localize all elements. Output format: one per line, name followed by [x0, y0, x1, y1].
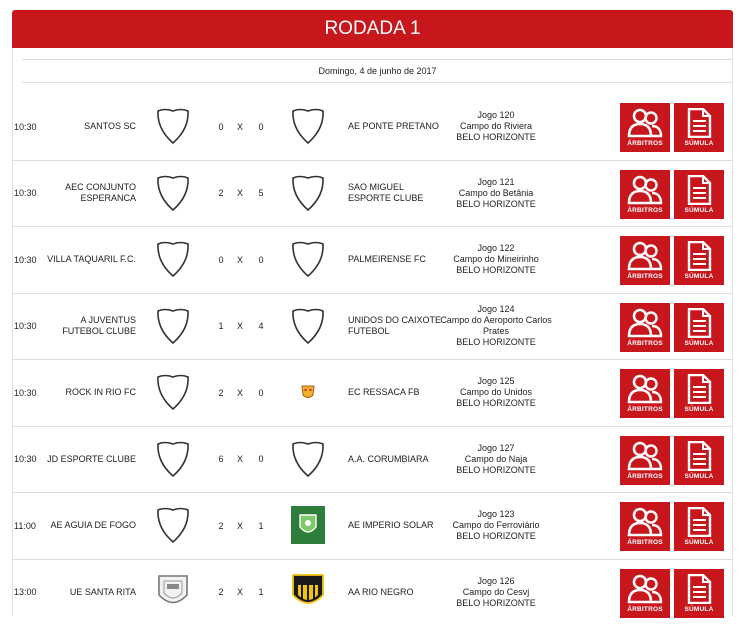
arbitros-button[interactable]	[620, 569, 670, 618]
game-number: Jogo 121	[477, 177, 514, 188]
sumula-label: SÚMULA	[684, 473, 713, 480]
venue: Campo do Aeroporto Carlos Prates	[438, 315, 554, 337]
match-row	[12, 427, 733, 494]
referees-icon	[626, 507, 664, 537]
home-team: JD ESPORTE CLUBE	[40, 427, 136, 493]
game-number: Jogo 125	[477, 376, 514, 387]
sumula-button[interactable]	[674, 369, 724, 418]
away-team: UNIDOS DO CAIXOTE FUTEBOL	[348, 294, 448, 360]
away-team: SAO MIGUEL ESPORTE CLUBE	[348, 161, 448, 227]
match-row	[12, 161, 733, 228]
away-goals: 1	[254, 560, 268, 625]
small-mascot-icon	[291, 373, 325, 411]
score-separator: X	[233, 161, 247, 227]
match-time: 11:00	[14, 493, 36, 559]
match-time: 10:30	[14, 360, 37, 426]
document-icon	[686, 308, 712, 338]
sumula-label: SÚMULA	[684, 606, 713, 613]
match-time: 10:30	[14, 294, 37, 360]
venue: Campo do Betânia	[459, 188, 534, 199]
city: BELO HORIZONTE	[456, 531, 536, 542]
home-goals: 2	[214, 161, 228, 227]
away-goals: 0	[254, 227, 268, 293]
sumula-button[interactable]	[674, 303, 724, 352]
match-info	[438, 427, 554, 493]
arbitros-button[interactable]	[620, 369, 670, 418]
away-team: A.A. CORUMBIARA	[348, 427, 448, 493]
match-row	[12, 560, 733, 625]
document-icon	[686, 241, 712, 271]
shield-outline-icon	[291, 440, 325, 478]
away-goals: 0	[254, 360, 268, 426]
match-info	[438, 227, 554, 293]
shield-outline-icon	[291, 307, 325, 345]
home-goals: 2	[214, 493, 228, 559]
referees-icon	[626, 308, 664, 338]
score-separator: X	[233, 427, 247, 493]
home-team: UE SANTA RITA	[40, 560, 136, 625]
arbitros-label: ÁRBITROS	[627, 340, 663, 347]
shield-outline-icon	[156, 240, 190, 278]
document-icon	[686, 507, 712, 537]
green-shield-icon	[291, 506, 325, 544]
referees-icon	[626, 574, 664, 604]
away-goals: 0	[254, 427, 268, 493]
home-team: SANTOS SC	[40, 94, 136, 160]
match-info	[438, 493, 554, 559]
home-goals: 0	[214, 94, 228, 160]
arbitros-label: ÁRBITROS	[627, 473, 663, 480]
game-number: Jogo 126	[477, 576, 514, 587]
referees-icon	[626, 441, 664, 471]
away-team: AA RIO NEGRO	[348, 560, 448, 625]
document-icon	[686, 574, 712, 604]
away-team: AE PONTE PRETANO	[348, 94, 448, 160]
sumula-label: SÚMULA	[684, 539, 713, 546]
shield-outline-icon	[156, 373, 190, 411]
sumula-button[interactable]	[674, 103, 724, 152]
venue: Campo do Unidos	[460, 387, 532, 398]
score-separator: X	[233, 294, 247, 360]
match-info	[438, 161, 554, 227]
away-team: EC RESSACA FB	[348, 360, 448, 426]
game-number: Jogo 122	[477, 243, 514, 254]
score-separator: X	[233, 560, 247, 625]
round-header	[12, 10, 733, 48]
sumula-label: SÚMULA	[684, 140, 713, 147]
sumula-button[interactable]	[674, 170, 724, 219]
shield-outline-icon	[156, 307, 190, 345]
document-icon	[686, 175, 712, 205]
shield-outline-icon	[156, 506, 190, 544]
score-separator: X	[233, 227, 247, 293]
black-yellow-shield-icon	[291, 573, 325, 611]
shield-outline-icon	[156, 174, 190, 212]
home-team: A JUVENTUS FUTEBOL CLUBE	[40, 294, 136, 360]
sumula-label: SÚMULA	[684, 207, 713, 214]
document-icon	[686, 374, 712, 404]
home-goals: 6	[214, 427, 228, 493]
game-number: Jogo 123	[477, 509, 514, 520]
city: BELO HORIZONTE	[456, 598, 536, 609]
city: BELO HORIZONTE	[456, 337, 536, 348]
city: BELO HORIZONTE	[456, 465, 536, 476]
city: BELO HORIZONTE	[456, 398, 536, 409]
away-team: PALMEIRENSE FC	[348, 227, 448, 293]
arbitros-label: ÁRBITROS	[627, 140, 663, 147]
home-team: AE AGUIA DE FOGO	[40, 493, 136, 559]
sumula-label: SÚMULA	[684, 273, 713, 280]
gray-shield-icon	[156, 573, 190, 611]
away-goals: 5	[254, 161, 268, 227]
match-row	[12, 94, 733, 161]
arbitros-button[interactable]	[620, 236, 670, 285]
document-icon	[686, 441, 712, 471]
match-info	[438, 294, 554, 360]
away-team: AE IMPERIO SOLAR	[348, 493, 448, 559]
arbitros-button[interactable]	[620, 303, 670, 352]
city: BELO HORIZONTE	[456, 265, 536, 276]
score-separator: X	[233, 493, 247, 559]
home-goals: 2	[214, 360, 228, 426]
home-team: ROCK IN RIO FC	[40, 360, 136, 426]
home-goals: 0	[214, 227, 228, 293]
shield-outline-icon	[156, 440, 190, 478]
away-goals: 0	[254, 94, 268, 160]
home-goals: 1	[214, 294, 228, 360]
match-info	[438, 360, 554, 426]
match-info	[438, 94, 554, 160]
arbitros-button[interactable]	[620, 436, 670, 485]
match-info	[438, 560, 554, 625]
referees-icon	[626, 175, 664, 205]
away-goals: 4	[254, 294, 268, 360]
referees-icon	[626, 241, 664, 271]
document-icon	[686, 108, 712, 138]
home-team: AEC CONJUNTO ESPERANCA	[40, 161, 136, 227]
shield-outline-icon	[291, 107, 325, 145]
game-number: Jogo 120	[477, 110, 514, 121]
shield-outline-icon	[291, 240, 325, 278]
match-time: 10:30	[14, 94, 37, 160]
match-row	[12, 360, 733, 427]
arbitros-button[interactable]	[620, 103, 670, 152]
city: BELO HORIZONTE	[456, 199, 536, 210]
away-goals: 1	[254, 493, 268, 559]
match-time: 10:30	[14, 227, 37, 293]
venue: Campo do Riviera	[460, 121, 532, 132]
home-goals: 2	[214, 560, 228, 625]
sumula-button[interactable]	[674, 436, 724, 485]
game-number: Jogo 127	[477, 443, 514, 454]
referees-icon	[626, 108, 664, 138]
match-time: 13:00	[14, 560, 37, 625]
referees-icon	[626, 374, 664, 404]
match-time: 10:30	[14, 427, 37, 493]
match-row	[12, 294, 733, 361]
arbitros-label: ÁRBITROS	[627, 606, 663, 613]
sumula-button[interactable]	[674, 569, 724, 618]
arbitros-button[interactable]	[620, 502, 670, 551]
sumula-label: SÚMULA	[684, 340, 713, 347]
venue: Campo do Naja	[465, 454, 528, 465]
sumula-button[interactable]	[674, 236, 724, 285]
score-separator: X	[233, 94, 247, 160]
match-list	[12, 94, 733, 625]
score-separator: X	[233, 360, 247, 426]
arbitros-label: ÁRBITROS	[627, 406, 663, 413]
round-container	[12, 10, 733, 616]
shield-outline-icon	[156, 107, 190, 145]
shield-outline-icon	[291, 174, 325, 212]
sumula-label: SÚMULA	[684, 406, 713, 413]
arbitros-label: ÁRBITROS	[627, 207, 663, 214]
arbitros-label: ÁRBITROS	[627, 273, 663, 280]
round-title: RODADA 1	[324, 18, 420, 40]
venue: Campo do Ferroviário	[452, 520, 539, 531]
game-number: Jogo 124	[477, 304, 514, 315]
home-team: VILLA TAQUARIL F.C.	[40, 227, 136, 293]
venue: Campo do Cesvj	[463, 587, 530, 598]
sumula-button[interactable]	[674, 502, 724, 551]
venue: Campo do Mineirinho	[453, 254, 539, 265]
match-row	[12, 493, 733, 560]
match-time: 10:30	[14, 161, 37, 227]
match-row	[12, 227, 733, 294]
city: BELO HORIZONTE	[456, 132, 536, 143]
match-date: Domingo, 4 de junho de 2017	[22, 59, 733, 83]
arbitros-button[interactable]	[620, 170, 670, 219]
arbitros-label: ÁRBITROS	[627, 539, 663, 546]
